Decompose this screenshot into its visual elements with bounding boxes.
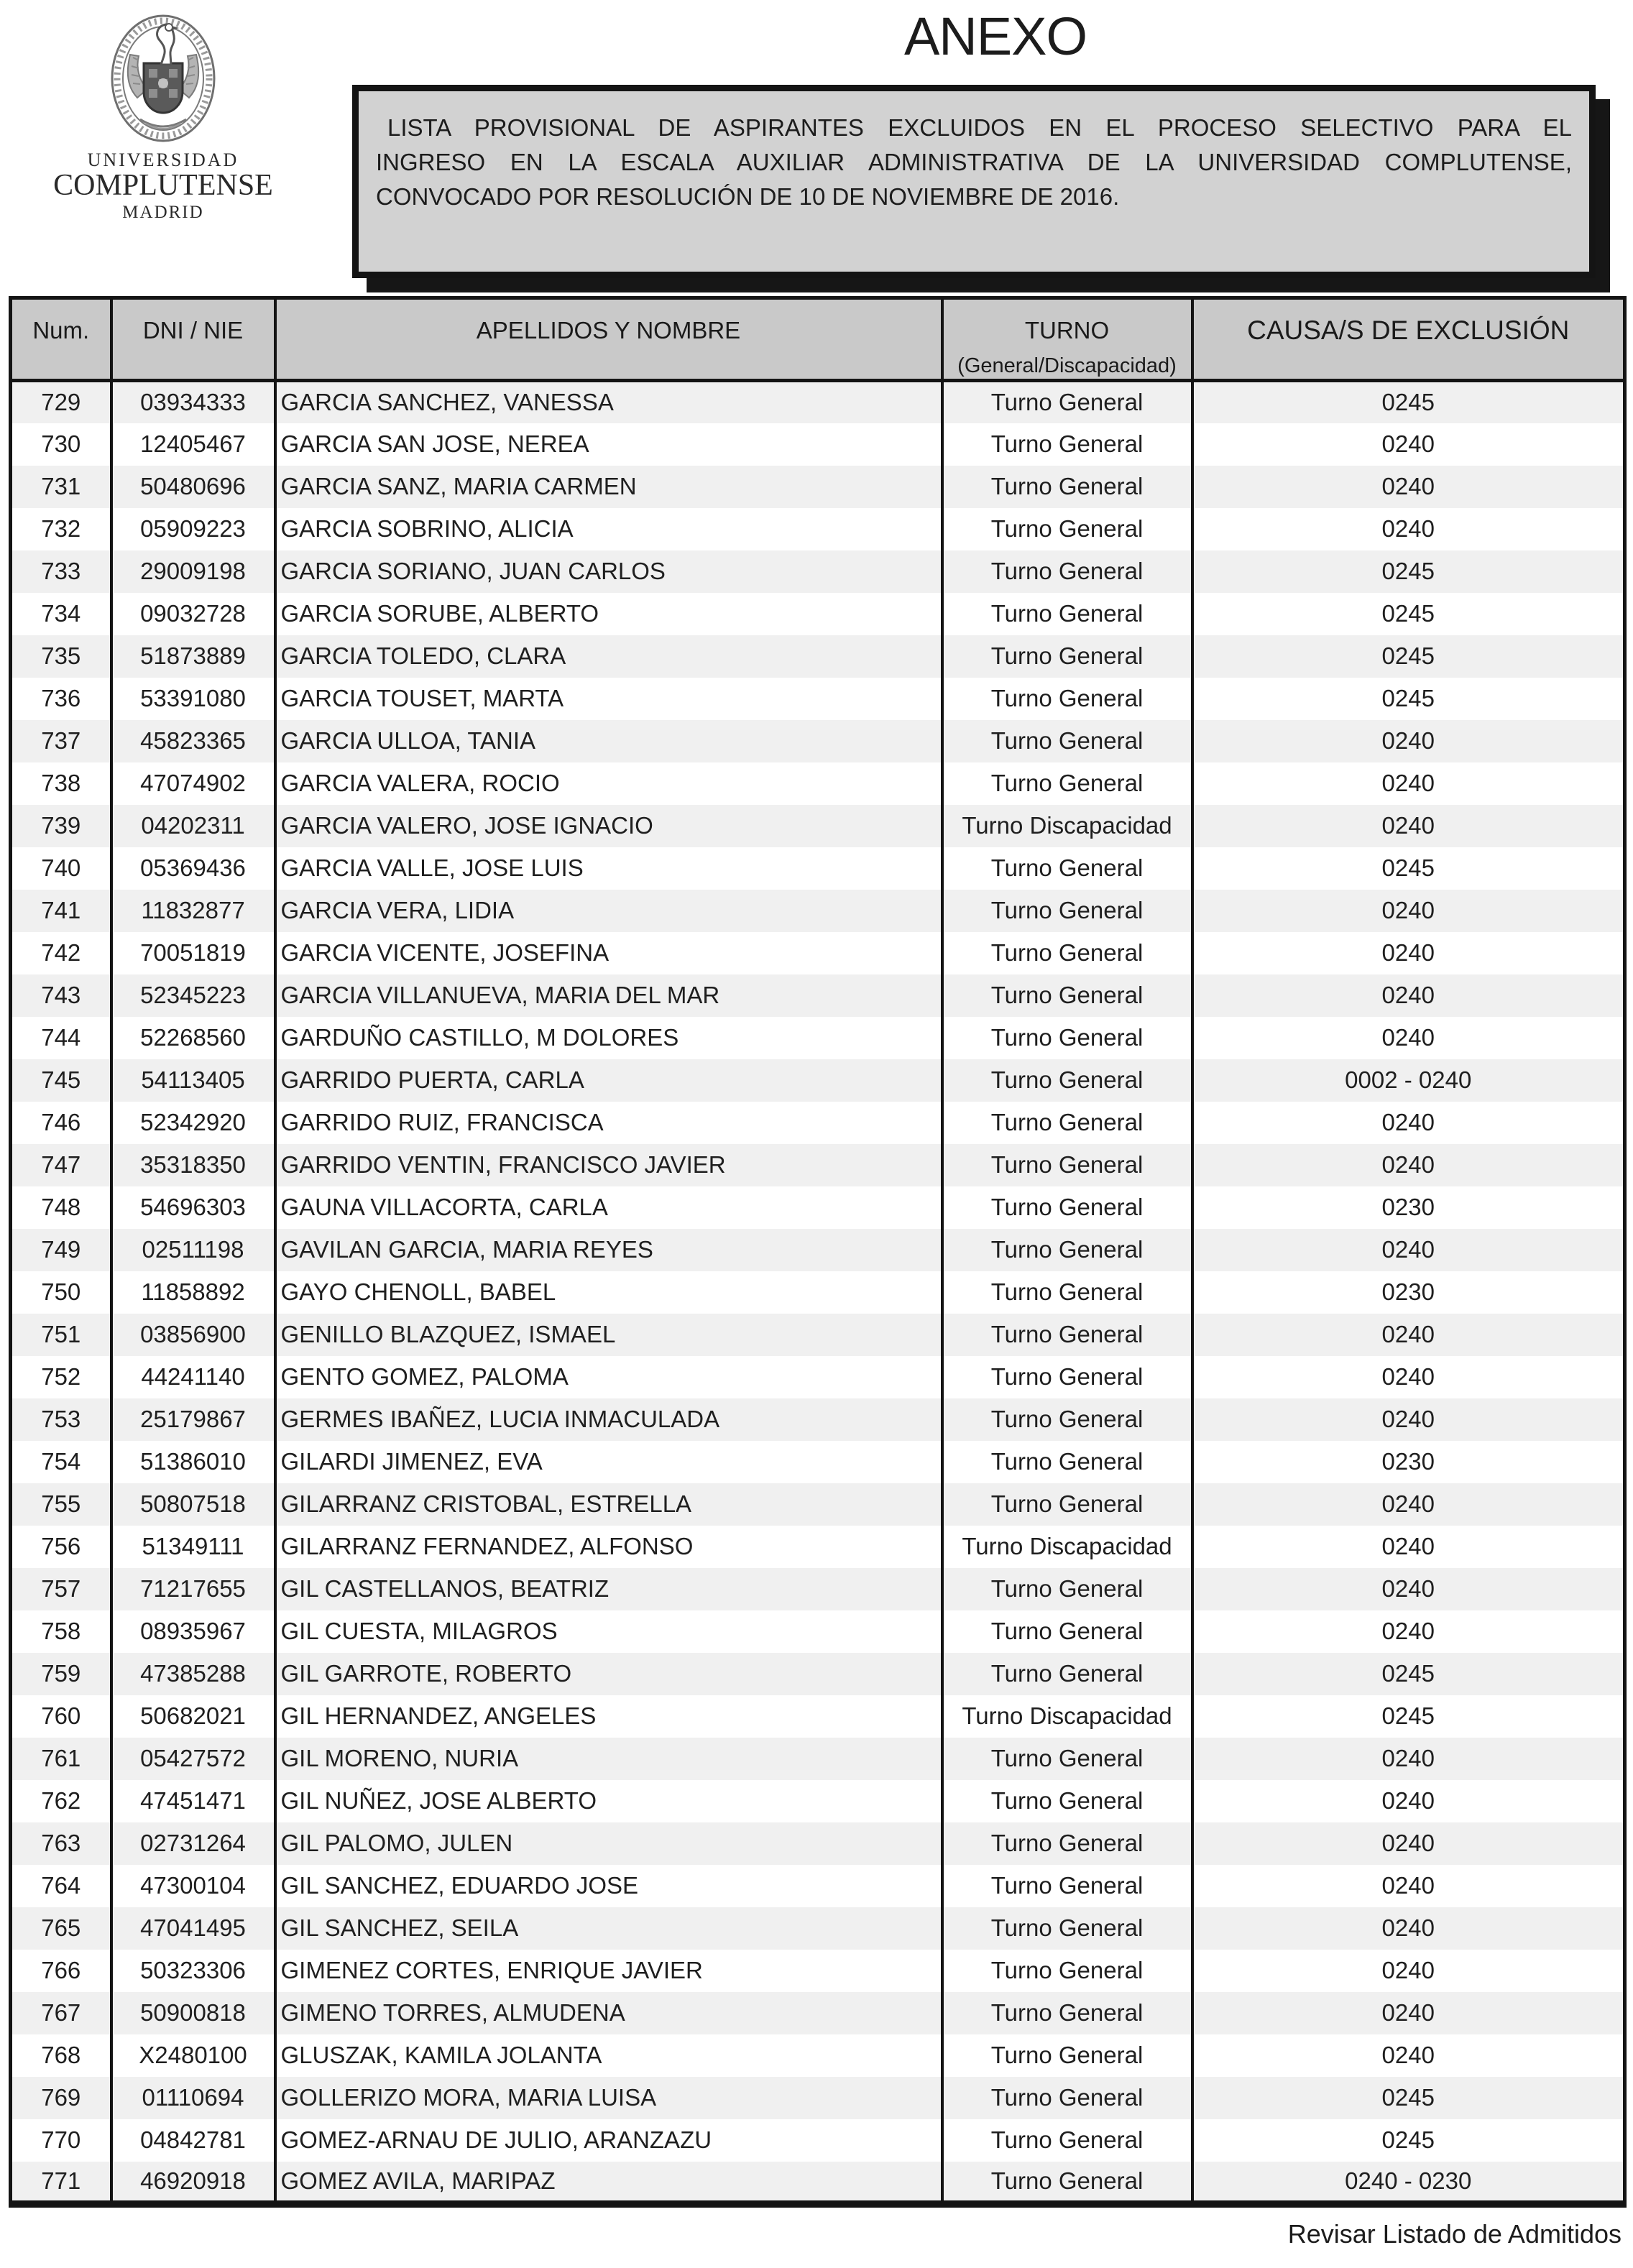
cell-turno: Turno General [942, 762, 1192, 805]
cell-name: GIL GARROTE, ROBERTO [275, 1653, 942, 1695]
cell-turno: Turno General [942, 635, 1192, 678]
cell-dni: 52342920 [111, 1102, 275, 1144]
cell-dni: 04842781 [111, 2119, 275, 2162]
cell-num: 769 [11, 2077, 111, 2119]
table-row [11, 1568, 1625, 1610]
cell-num: 741 [11, 890, 111, 932]
cell-num: 745 [11, 1059, 111, 1102]
cell-dni: 50323306 [111, 1950, 275, 1992]
cell-turno: Turno General [942, 2162, 1192, 2204]
cell-name: GIL CUESTA, MILAGROS [275, 1610, 942, 1653]
cell-causa: 0240 [1192, 1398, 1625, 1441]
table-row [11, 1907, 1625, 1950]
table-row [11, 1992, 1625, 2034]
cell-causa: 0240 [1192, 1865, 1625, 1907]
cell-name: GARCIA VALERO, JOSE IGNACIO [275, 805, 942, 847]
cell-num: 757 [11, 1568, 111, 1610]
cell-name: GARCIA VILLANUEVA, MARIA DEL MAR [275, 974, 942, 1017]
cell-turno: Turno General [942, 1102, 1192, 1144]
cell-name: GARCIA SORIANO, JUAN CARLOS [275, 550, 942, 593]
cell-causa: 0002 - 0240 [1192, 1059, 1625, 1102]
cell-dni: 51349111 [111, 1526, 275, 1568]
ucm-logo [45, 11, 282, 223]
cell-name: GARCIA TOUSET, MARTA [275, 678, 942, 720]
table-row [11, 2119, 1625, 2162]
table-row [11, 2077, 1625, 2119]
page-title: ANEXO [903, 6, 1087, 66]
table-row [11, 1271, 1625, 1314]
table-header-row [11, 298, 1625, 381]
cell-name: GARRIDO PUERTA, CARLA [275, 1059, 942, 1102]
cell-causa: 0240 [1192, 1568, 1625, 1610]
cell-turno: Turno Discapacidad [942, 1695, 1192, 1738]
cell-name: GIL PALOMO, JULEN [275, 1822, 942, 1865]
table-row [11, 550, 1625, 593]
table-row [11, 1780, 1625, 1822]
table-row [11, 1653, 1625, 1695]
cell-name: GIMENEZ CORTES, ENRIQUE JAVIER [275, 1950, 942, 1992]
table-row [11, 1950, 1625, 1992]
cell-num: 770 [11, 2119, 111, 2162]
table-row [11, 1059, 1625, 1102]
cell-turno: Turno General [942, 1017, 1192, 1059]
cell-name: GARCIA VALLE, JOSE LUIS [275, 847, 942, 890]
cell-num: 736 [11, 678, 111, 720]
cell-causa: 0240 [1192, 1102, 1625, 1144]
table-row [11, 1441, 1625, 1483]
cell-causa: 0230 [1192, 1271, 1625, 1314]
cell-causa: 0240 [1192, 1992, 1625, 2034]
cell-name: GERMES IBAÑEZ, LUCIA INMACULADA [275, 1398, 942, 1441]
table-row [11, 1186, 1625, 1229]
cell-num: 765 [11, 1907, 111, 1950]
cell-causa: 0240 [1192, 1822, 1625, 1865]
cell-dni: 51873889 [111, 635, 275, 678]
cell-num: 730 [11, 423, 111, 466]
cell-dni: 03856900 [111, 1314, 275, 1356]
table-row [11, 593, 1625, 635]
cell-causa: 0230 [1192, 1186, 1625, 1229]
cell-num: 750 [11, 1271, 111, 1314]
cell-dni: 11832877 [111, 890, 275, 932]
cell-turno: Turno General [942, 1950, 1192, 1992]
cell-dni: 50682021 [111, 1695, 275, 1738]
col-header-turno-subtitle: (General/Discapacidad) [957, 354, 1177, 377]
cell-dni: 50807518 [111, 1483, 275, 1526]
cell-num: 738 [11, 762, 111, 805]
cell-name: GARCIA SORUBE, ALBERTO [275, 593, 942, 635]
cell-turno: Turno General [942, 1144, 1192, 1186]
notice-box [352, 85, 1596, 278]
cell-dni: 52268560 [111, 1017, 275, 1059]
table-row [11, 1314, 1625, 1356]
cell-name: GILARDI JIMENEZ, EVA [275, 1441, 942, 1483]
cell-causa: 0245 [1192, 678, 1625, 720]
cell-causa: 0240 - 0230 [1192, 2162, 1625, 2204]
cell-num: 729 [11, 381, 111, 423]
cell-name: GARCIA TOLEDO, CLARA [275, 635, 942, 678]
table-row [11, 1229, 1625, 1271]
table-row [11, 1144, 1625, 1186]
cell-num: 767 [11, 1992, 111, 2034]
cell-name: GOMEZ-ARNAU DE JULIO, ARANZAZU [275, 2119, 942, 2162]
cell-name: GIL CASTELLANOS, BEATRIZ [275, 1568, 942, 1610]
table-row [11, 466, 1625, 508]
cell-name: GAYO CHENOLL, BABEL [275, 1271, 942, 1314]
cell-name: GOMEZ AVILA, MARIPAZ [275, 2162, 942, 2204]
cell-num: 764 [11, 1865, 111, 1907]
cell-dni: X2480100 [111, 2034, 275, 2077]
logo-complutense: COMPLUTENSE [53, 169, 273, 202]
cell-turno: Turno General [942, 1992, 1192, 2034]
table-row [11, 1610, 1625, 1653]
cell-num: 766 [11, 1950, 111, 1992]
cell-num: 760 [11, 1695, 111, 1738]
cell-turno: Turno General [942, 1186, 1192, 1229]
cell-num: 735 [11, 635, 111, 678]
cell-turno: Turno General [942, 1780, 1192, 1822]
logo-madrid: MADRID [122, 203, 204, 222]
cell-name: GIL SANCHEZ, SEILA [275, 1907, 942, 1950]
table-row [11, 974, 1625, 1017]
col-header-turno [942, 298, 1192, 381]
cell-num: 732 [11, 508, 111, 550]
cell-causa: 0245 [1192, 593, 1625, 635]
cell-dni: 50900818 [111, 1992, 275, 2034]
cell-num: 758 [11, 1610, 111, 1653]
cell-causa: 0240 [1192, 1356, 1625, 1398]
cell-turno: Turno Discapacidad [942, 1526, 1192, 1568]
cell-turno: Turno General [942, 890, 1192, 932]
table-row [11, 1102, 1625, 1144]
cell-turno: Turno General [942, 1738, 1192, 1780]
cell-turno: Turno General [942, 1398, 1192, 1441]
cell-causa: 0240 [1192, 466, 1625, 508]
table-row [11, 1865, 1625, 1907]
cell-causa: 0240 [1192, 1907, 1625, 1950]
cell-causa: 0245 [1192, 635, 1625, 678]
cell-num: 755 [11, 1483, 111, 1526]
cell-turno: Turno General [942, 1059, 1192, 1102]
cell-name: GARDUÑO CASTILLO, M DOLORES [275, 1017, 942, 1059]
col-header-turno-label: TURNO [1024, 317, 1110, 344]
cell-num: 749 [11, 1229, 111, 1271]
cell-turno: Turno General [942, 1865, 1192, 1907]
table-row [11, 635, 1625, 678]
cell-name: GIL MORENO, NURIA [275, 1738, 942, 1780]
table-row [11, 932, 1625, 974]
table-row [11, 762, 1625, 805]
notice-line-2: INGRESO EN LA ESCALA AUXILIAR ADMINISTRATIVA DE LA UNIVERSIDAD COMPLUTENSE, [376, 149, 1572, 175]
cell-dni: 47074902 [111, 762, 275, 805]
notice-line-3: CONVOCADO POR RESOLUCIÓN DE 10 DE NOVIEMBRE DE 2016. [376, 183, 1120, 210]
cell-name: GOLLERIZO MORA, MARIA LUISA [275, 2077, 942, 2119]
exclusions-table [9, 296, 1627, 2208]
cell-causa: 0240 [1192, 1526, 1625, 1568]
table-row [11, 1483, 1625, 1526]
cell-turno: Turno General [942, 593, 1192, 635]
cell-causa: 0230 [1192, 1441, 1625, 1483]
table-row [11, 2162, 1625, 2204]
table-row [11, 381, 1625, 423]
table-row [11, 1738, 1625, 1780]
table-row [11, 805, 1625, 847]
table-row [11, 1526, 1625, 1568]
cell-name: GIL HERNANDEZ, ANGELES [275, 1695, 942, 1738]
cell-causa: 0240 [1192, 1314, 1625, 1356]
cell-dni: 44241140 [111, 1356, 275, 1398]
cell-name: GARCIA VERA, LIDIA [275, 890, 942, 932]
cell-dni: 54113405 [111, 1059, 275, 1102]
cell-turno: Turno General [942, 1229, 1192, 1271]
table-row [11, 890, 1625, 932]
cell-dni: 35318350 [111, 1144, 275, 1186]
ucm-seal-icon [106, 11, 221, 145]
cell-num: 751 [11, 1314, 111, 1356]
cell-dni: 05909223 [111, 508, 275, 550]
cell-causa: 0240 [1192, 2034, 1625, 2077]
cell-turno: Turno General [942, 2034, 1192, 2077]
cell-dni: 47041495 [111, 1907, 275, 1950]
notice-line-1: LISTA PROVISIONAL DE ASPIRANTES EXCLUIDOS EN EL PROCESO SELECTIVO PARA EL [387, 114, 1572, 141]
cell-dni: 53391080 [111, 678, 275, 720]
cell-num: 754 [11, 1441, 111, 1483]
cell-turno: Turno General [942, 974, 1192, 1017]
cell-num: 771 [11, 2162, 111, 2204]
cell-num: 733 [11, 550, 111, 593]
logo-universidad: UNIVERSIDAD [87, 149, 239, 170]
cell-causa: 0245 [1192, 1653, 1625, 1695]
cell-name: GAUNA VILLACORTA, CARLA [275, 1186, 942, 1229]
cell-name: GARRIDO VENTIN, FRANCISCO JAVIER [275, 1144, 942, 1186]
cell-name: GARCIA SOBRINO, ALICIA [275, 508, 942, 550]
cell-dni: 05369436 [111, 847, 275, 890]
footer-note: Revisar Listado de Admitidos [1287, 2219, 1622, 2249]
cell-causa: 0240 [1192, 1017, 1625, 1059]
cell-causa: 0240 [1192, 1738, 1625, 1780]
cell-dni: 29009198 [111, 550, 275, 593]
cell-causa: 0240 [1192, 1950, 1625, 1992]
cell-dni: 02731264 [111, 1822, 275, 1865]
cell-num: 731 [11, 466, 111, 508]
cell-causa: 0240 [1192, 423, 1625, 466]
cell-num: 746 [11, 1102, 111, 1144]
cell-dni: 01110694 [111, 2077, 275, 2119]
cell-num: 763 [11, 1822, 111, 1865]
cell-dni: 08935967 [111, 1610, 275, 1653]
cell-dni: 05427572 [111, 1738, 275, 1780]
col-header-num: Num. [11, 298, 111, 381]
cell-dni: 11858892 [111, 1271, 275, 1314]
cell-dni: 02511198 [111, 1229, 275, 1271]
cell-name: GENTO GOMEZ, PALOMA [275, 1356, 942, 1398]
cell-num: 768 [11, 2034, 111, 2077]
cell-causa: 0240 [1192, 762, 1625, 805]
cell-causa: 0245 [1192, 2077, 1625, 2119]
col-header-causa: CAUSA/S DE EXCLUSIÓN [1192, 298, 1625, 381]
table-row [11, 508, 1625, 550]
cell-turno: Turno General [942, 2119, 1192, 2162]
cell-dni: 09032728 [111, 593, 275, 635]
cell-causa: 0245 [1192, 2119, 1625, 2162]
cell-causa: 0240 [1192, 1144, 1625, 1186]
cell-causa: 0240 [1192, 805, 1625, 847]
cell-turno: Turno General [942, 1653, 1192, 1695]
cell-num: 761 [11, 1738, 111, 1780]
cell-turno: Turno General [942, 1314, 1192, 1356]
cell-causa: 0240 [1192, 720, 1625, 762]
cell-name: GARCIA SANZ, MARIA CARMEN [275, 466, 942, 508]
cell-dni: 45823365 [111, 720, 275, 762]
cell-turno: Turno General [942, 508, 1192, 550]
cell-causa: 0240 [1192, 974, 1625, 1017]
cell-name: GARRIDO RUIZ, FRANCISCA [275, 1102, 942, 1144]
cell-causa: 0240 [1192, 1780, 1625, 1822]
cell-dni: 71217655 [111, 1568, 275, 1610]
cell-turno: Turno General [942, 1568, 1192, 1610]
cell-causa: 0245 [1192, 847, 1625, 890]
cell-num: 739 [11, 805, 111, 847]
cell-turno: Turno General [942, 678, 1192, 720]
table-row [11, 2034, 1625, 2077]
cell-num: 752 [11, 1356, 111, 1398]
cell-dni: 25179867 [111, 1398, 275, 1441]
cell-dni: 54696303 [111, 1186, 275, 1229]
cell-name: GILARRANZ FERNANDEZ, ALFONSO [275, 1526, 942, 1568]
cell-turno: Turno General [942, 720, 1192, 762]
cell-dni: 46920918 [111, 2162, 275, 2204]
cell-name: GARCIA VICENTE, JOSEFINA [275, 932, 942, 974]
table-row [11, 678, 1625, 720]
cell-num: 742 [11, 932, 111, 974]
cell-dni: 03934333 [111, 381, 275, 423]
col-header-name: APELLIDOS Y NOMBRE [275, 298, 942, 381]
cell-name: GAVILAN GARCIA, MARIA REYES [275, 1229, 942, 1271]
cell-name: GARCIA SANCHEZ, VANESSA [275, 381, 942, 423]
cell-dni: 50480696 [111, 466, 275, 508]
cell-causa: 0240 [1192, 932, 1625, 974]
cell-num: 740 [11, 847, 111, 890]
cell-num: 743 [11, 974, 111, 1017]
cell-num: 748 [11, 1186, 111, 1229]
cell-num: 734 [11, 593, 111, 635]
cell-dni: 04202311 [111, 805, 275, 847]
cell-turno: Turno General [942, 1356, 1192, 1398]
cell-dni: 47300104 [111, 1865, 275, 1907]
col-header-dni: DNI / NIE [111, 298, 275, 381]
table-row [11, 1017, 1625, 1059]
cell-turno: Turno General [942, 932, 1192, 974]
cell-turno: Turno General [942, 1822, 1192, 1865]
table-row [11, 847, 1625, 890]
cell-causa: 0240 [1192, 1610, 1625, 1653]
cell-num: 759 [11, 1653, 111, 1695]
table-row [11, 720, 1625, 762]
cell-turno: Turno General [942, 466, 1192, 508]
table-row [11, 423, 1625, 466]
cell-turno: Turno General [942, 1907, 1192, 1950]
cell-name: GIL SANCHEZ, EDUARDO JOSE [275, 1865, 942, 1907]
cell-name: GILARRANZ CRISTOBAL, ESTRELLA [275, 1483, 942, 1526]
cell-name: GIL NUÑEZ, JOSE ALBERTO [275, 1780, 942, 1822]
cell-causa: 0245 [1192, 1695, 1625, 1738]
cell-turno: Turno General [942, 1483, 1192, 1526]
cell-causa: 0240 [1192, 508, 1625, 550]
cell-name: GARCIA ULLOA, TANIA [275, 720, 942, 762]
cell-turno: Turno General [942, 1441, 1192, 1483]
cell-name: GARCIA VALERA, ROCIO [275, 762, 942, 805]
table-row [11, 1398, 1625, 1441]
table-row [11, 1822, 1625, 1865]
cell-causa: 0240 [1192, 1483, 1625, 1526]
cell-turno: Turno Discapacidad [942, 805, 1192, 847]
cell-turno: Turno General [942, 1610, 1192, 1653]
cell-num: 762 [11, 1780, 111, 1822]
cell-turno: Turno General [942, 550, 1192, 593]
cell-dni: 51386010 [111, 1441, 275, 1483]
cell-dni: 12405467 [111, 423, 275, 466]
cell-num: 747 [11, 1144, 111, 1186]
cell-dni: 52345223 [111, 974, 275, 1017]
cell-turno: Turno General [942, 2077, 1192, 2119]
cell-num: 744 [11, 1017, 111, 1059]
cell-causa: 0245 [1192, 381, 1625, 423]
cell-name: GIMENO TORRES, ALMUDENA [275, 1992, 942, 2034]
cell-turno: Turno General [942, 1271, 1192, 1314]
table-row [11, 1695, 1625, 1738]
cell-dni: 47451471 [111, 1780, 275, 1822]
cell-num: 756 [11, 1526, 111, 1568]
cell-name: GARCIA SAN JOSE, NEREA [275, 423, 942, 466]
cell-causa: 0245 [1192, 550, 1625, 593]
cell-turno: Turno General [942, 423, 1192, 466]
cell-name: GENILLO BLAZQUEZ, ISMAEL [275, 1314, 942, 1356]
cell-dni: 70051819 [111, 932, 275, 974]
cell-turno: Turno General [942, 381, 1192, 423]
cell-num: 753 [11, 1398, 111, 1441]
cell-dni: 47385288 [111, 1653, 275, 1695]
cell-causa: 0240 [1192, 1229, 1625, 1271]
cell-name: GLUSZAK, KAMILA JOLANTA [275, 2034, 942, 2077]
cell-num: 737 [11, 720, 111, 762]
cell-causa: 0240 [1192, 890, 1625, 932]
table-row [11, 1356, 1625, 1398]
cell-turno: Turno General [942, 847, 1192, 890]
